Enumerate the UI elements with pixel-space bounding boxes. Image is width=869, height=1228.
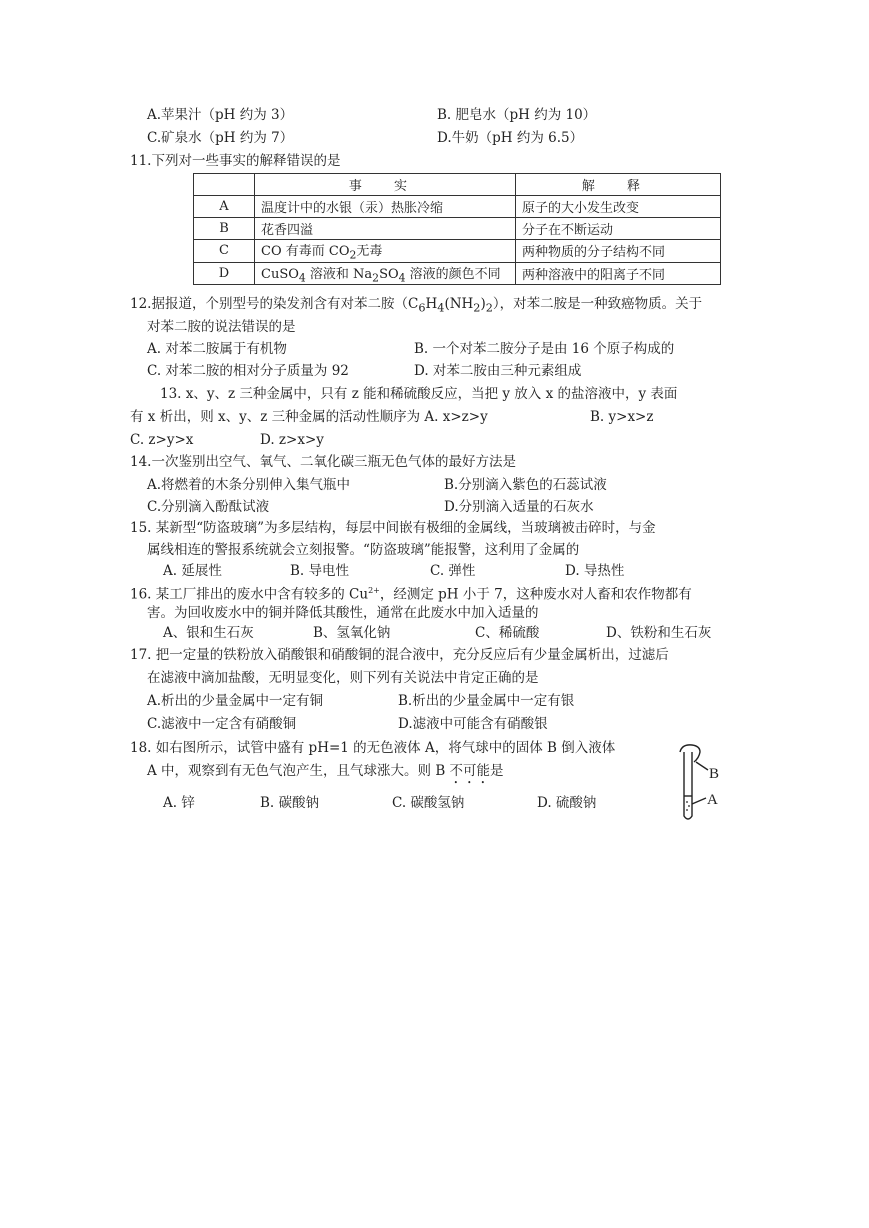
subscript: 2 — [485, 301, 493, 315]
row-fact: 花香四溢 — [255, 218, 516, 240]
fact-text: SO — [379, 266, 399, 282]
q14-option-b: B.分别滴入紫色的石蕊试液 — [444, 477, 607, 493]
q18-stem-line2 — [147, 762, 504, 787]
q13-option-b: B. y>x>z — [590, 409, 654, 425]
q17-option-a: A.析出的少量金属中一定有铜 — [147, 693, 324, 709]
q18-option-c: C. 碳酸氢钠 — [392, 795, 465, 811]
row-label: A — [194, 196, 255, 218]
q16-option-b: B、氢氧化钠 — [313, 625, 391, 641]
q13-option-c: C. z>y>x — [130, 432, 194, 448]
fact-text: 溶液的颜色不同 — [405, 266, 501, 282]
table-row — [194, 262, 721, 285]
row-explain: 两种溶液中的阳离子不同 — [516, 262, 721, 285]
q16-option-d: D、铁粉和生石灰 — [606, 625, 712, 641]
q18-option-b: B. 碳酸钠 — [260, 795, 320, 811]
q12-option-d: D. 对苯二胺由三种元素组成 — [414, 363, 582, 379]
q13-stem-line1: 13. x、y、z 三种金属中，只有 z 能和稀硫酸反应，当把 y 放入 x 的盐溶液中，y 表面 — [160, 386, 678, 402]
q16-text: ，经测定 pH 小于 7，这种废水对人畜和农作物都有 — [379, 586, 692, 603]
row-fact — [255, 262, 516, 285]
row-fact — [255, 240, 516, 263]
subscript: 2 — [372, 271, 380, 285]
q14-option-a: A.将燃着的木条分别伸入集气瓶中 — [147, 477, 351, 493]
subscript: 2 — [349, 248, 357, 262]
emphasized-text: 不可能 — [449, 763, 491, 779]
q18-text: 是 — [490, 763, 504, 779]
q11-stem: 11.下列对一些事实的解释错误的是 — [130, 153, 341, 169]
q15-option-a: A. 延展性 — [163, 563, 222, 579]
q15-option-c: C. 弹性 — [430, 563, 476, 579]
table-row — [194, 196, 721, 218]
q10-option-c: C.矿泉水（pH 约为 7） — [147, 130, 294, 146]
q17-stem-line2: 在滤液中滴加盐酸，无明显变化，则下列有关说法中肯定正确的是 — [147, 670, 539, 686]
q12-text: ），对苯二胺是一种致癌物质。关于 — [492, 296, 703, 312]
table-header-label — [194, 174, 255, 196]
fact-text: 无毒 — [356, 244, 383, 259]
q12-text: 12.据报道，个别型号的染发剂含有对苯二胺（C — [130, 296, 419, 312]
label-a: A — [707, 792, 718, 808]
pointer-a — [692, 798, 706, 804]
q13-stem-line2: 有 x 析出，则 x、y、z 三种金属的活动性顺序为 A. x>z>y — [130, 409, 488, 425]
table-row — [194, 240, 721, 263]
table-header-explain: 解 释 — [516, 174, 721, 196]
q16-stem-line2: 害。为回收废水中的铜并降低其酸性，通常在此废水中加入适量的 — [147, 605, 539, 621]
subscript: 4 — [298, 271, 306, 285]
q12-option-a: A. 对苯二胺属于有机物 — [147, 341, 287, 357]
q18-option-d: D. 硫酸钠 — [537, 795, 597, 811]
q17-option-c: C.滤液中一定含有硝酸铜 — [147, 716, 297, 732]
table-header-fact: 事 实 — [255, 174, 516, 196]
q10-option-d: D.牛奶（pH 约为 6.5） — [437, 130, 584, 146]
q17-option-d: D.滤液中可能含有硝酸银 — [398, 716, 548, 732]
q10-option-b: B. 肥皂水（pH 约为 10） — [437, 107, 597, 123]
q17-stem-line1: 17. 把一定量的铁粉放入硝酸银和硝酸铜的混合液中，充分反应后有少量金属析出，过滤后 — [130, 647, 669, 663]
test-tube-figure — [676, 742, 736, 824]
row-explain: 分子在不断运动 — [516, 218, 721, 240]
tube-shape — [684, 752, 692, 819]
q16-text: 16. 某工厂排出的废水中含有较多的 Cu — [130, 586, 369, 603]
fact-text: CuSO — [261, 266, 299, 282]
balloon-shape — [680, 745, 700, 762]
q14-option-c: C.分别滴入酚酞试液 — [147, 499, 270, 515]
superscript: 2+ — [368, 586, 380, 595]
row-explain: 两种物质的分子结构不同 — [516, 240, 721, 263]
pointer-b — [696, 762, 708, 770]
subscript: 6 — [418, 301, 426, 315]
q18-option-a: A. 锌 — [163, 795, 195, 811]
subscript: 2 — [473, 301, 481, 315]
q14-stem: 14.一次鉴别出空气、氧气、二氧化碳三瓶无色气体的最好方法是 — [130, 454, 516, 470]
row-explain: 原子的大小发生改变 — [516, 196, 721, 218]
q12-stem-line1 — [130, 295, 702, 318]
q10-option-a: A.苹果汁（pH 约为 3） — [147, 107, 294, 123]
table-header-row — [194, 174, 721, 196]
row-label: C — [194, 240, 255, 263]
label-b: B — [709, 766, 720, 782]
q12-text: ) — [480, 296, 486, 312]
q17-option-b: B.析出的少量金属中一定有银 — [398, 693, 575, 709]
subscript: 4 — [437, 301, 445, 315]
q12-stem-line2: 对苯二胺的说法错误的是 — [147, 319, 296, 335]
q12-option-b: B. 一个对苯二胺分子是由 16 个原子构成的 — [414, 341, 675, 357]
q11-table — [193, 173, 721, 285]
q13-option-d: D. z>x>y — [260, 432, 324, 448]
table-row — [194, 218, 721, 240]
subscript: 4 — [398, 271, 406, 285]
q16-stem-line1 — [130, 582, 692, 604]
q18-text: A 中，观察到有无色气泡产生，且气球涨大。则 B — [147, 763, 450, 779]
q16-option-c: C、稀硫酸 — [475, 625, 540, 641]
q16-option-a: A、银和生石灰 — [163, 625, 254, 641]
row-fact: 温度计中的水银（汞）热胀冷缩 — [255, 196, 516, 218]
q15-option-b: B. 导电性 — [290, 563, 350, 579]
fact-text: CO 有毒而 CO — [261, 244, 350, 259]
q14-option-d: D.分别滴入适量的石灰水 — [444, 499, 594, 515]
row-label: B — [194, 218, 255, 240]
q12-option-c: C. 对苯二胺的相对分子质量为 92 — [147, 363, 349, 379]
q15-stem-line1: 15. 某新型“防盗玻璃”为多层结构，每层中间嵌有极细的金属线，当玻璃被击碎时，与金 — [130, 520, 656, 536]
q15-option-d: D. 导热性 — [565, 563, 625, 579]
q12-text: (NH — [444, 296, 474, 312]
fact-text: 溶液和 Na — [305, 266, 373, 282]
row-label: D — [194, 262, 255, 285]
q12-text: H — [425, 296, 438, 312]
q15-stem-line2: 属线相连的警报系统就会立刻报警。“防盗玻璃”能报警，这利用了金属的 — [147, 542, 580, 558]
q18-stem-line1: 18. 如右图所示，试管中盛有 pH=1 的无色液体 A，将气球中的固体 B 倒入液体 — [130, 740, 616, 756]
